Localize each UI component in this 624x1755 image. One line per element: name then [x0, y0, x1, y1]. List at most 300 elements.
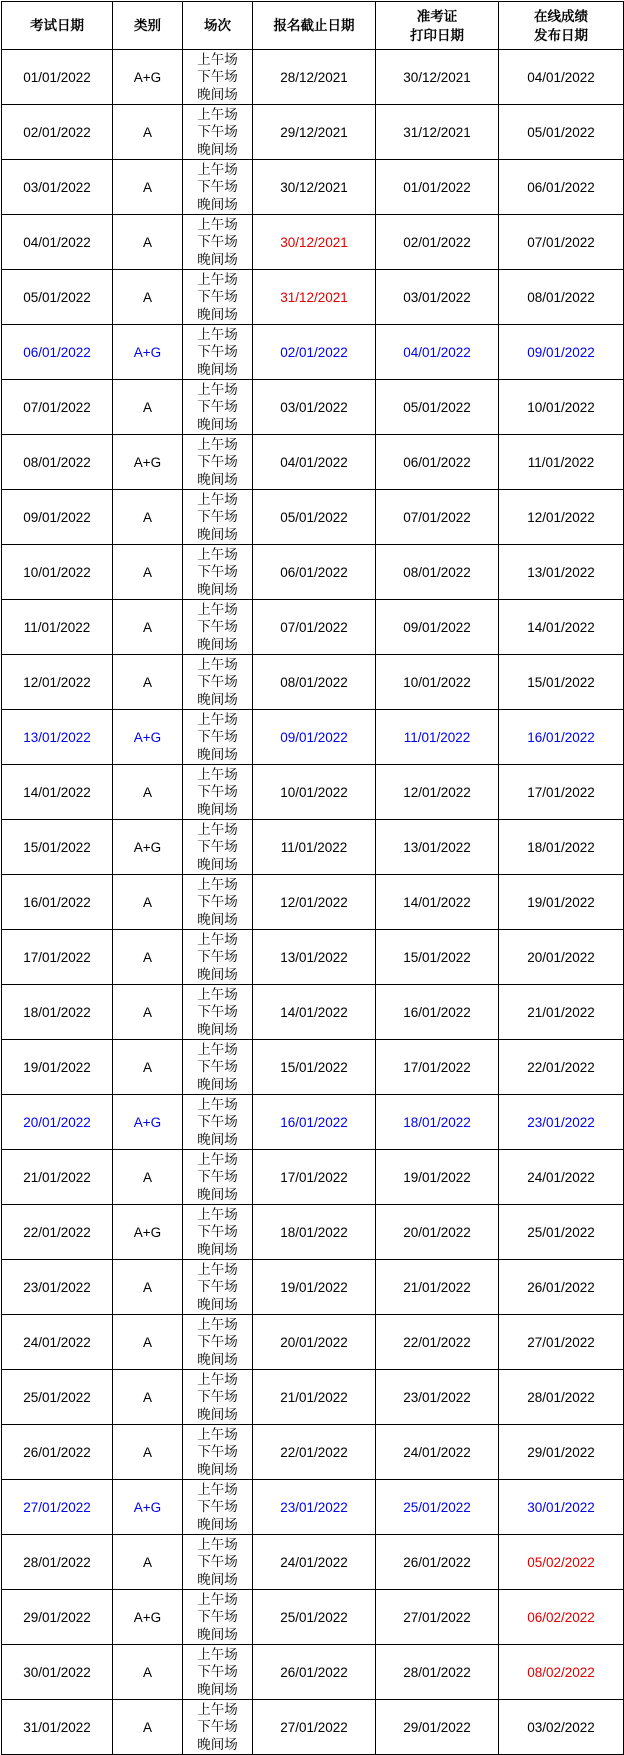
- session-label: 下午场: [197, 1279, 238, 1295]
- results-date-cell: 27/01/2022: [499, 1315, 624, 1370]
- session-label: 上午场: [197, 1261, 238, 1277]
- header-results-label-line1: 在线成绩: [534, 8, 588, 24]
- admit-card-date-cell: 27/01/2022: [376, 1590, 499, 1645]
- results-date-cell: 26/01/2022: [499, 1260, 624, 1315]
- category-cell: A+G: [113, 50, 183, 105]
- header-results-date: [499, 2, 624, 50]
- session-label: 上午场: [197, 821, 238, 837]
- table-row: [2, 1040, 624, 1095]
- session-label: 晚间场: [197, 1626, 238, 1642]
- deadline-cell: 04/01/2022: [253, 435, 376, 490]
- session-label: 上午场: [197, 161, 238, 177]
- session-label: 上午场: [197, 1426, 238, 1442]
- session-label: 晚间场: [197, 1351, 238, 1367]
- session-label: 下午场: [197, 234, 238, 250]
- deadline-cell: 25/01/2022: [253, 1590, 376, 1645]
- session-label: 下午场: [197, 1719, 238, 1735]
- table-row: [2, 930, 624, 985]
- session-label: 晚间场: [197, 471, 238, 487]
- category-cell: A+G: [113, 435, 183, 490]
- table-row: [2, 105, 624, 160]
- results-date-cell: 13/01/2022: [499, 545, 624, 600]
- session-label: 下午场: [197, 1004, 238, 1020]
- exam-date-cell: 20/01/2022: [2, 1095, 113, 1150]
- category-cell: A+G: [113, 710, 183, 765]
- deadline-cell: 14/01/2022: [253, 985, 376, 1040]
- admit-card-date-cell: 07/01/2022: [376, 490, 499, 545]
- exam-date-cell: 13/01/2022: [2, 710, 113, 765]
- exam-date-cell: 14/01/2022: [2, 765, 113, 820]
- exam-date-cell: 05/01/2022: [2, 270, 113, 325]
- header-session: [183, 2, 253, 50]
- session-cell: [183, 105, 253, 160]
- results-date-cell: 30/01/2022: [499, 1480, 624, 1535]
- session-label: 晚间场: [197, 1406, 238, 1422]
- table-row: [2, 1370, 624, 1425]
- results-date-cell: 04/01/2022: [499, 50, 624, 105]
- session-label: 下午场: [197, 949, 238, 965]
- table-row: [2, 490, 624, 545]
- table-row: [2, 710, 624, 765]
- session-label: 下午场: [197, 729, 238, 745]
- session-label: 上午场: [197, 1151, 238, 1167]
- exam-date-cell: 27/01/2022: [2, 1480, 113, 1535]
- exam-date-cell: 17/01/2022: [2, 930, 113, 985]
- session-label: 晚间场: [197, 1571, 238, 1587]
- session-cell: [183, 1205, 253, 1260]
- admit-card-date-cell: 19/01/2022: [376, 1150, 499, 1205]
- category-cell: A: [113, 1700, 183, 1755]
- session-label: 下午场: [197, 179, 238, 195]
- table-row: [2, 1535, 624, 1590]
- results-date-cell: 15/01/2022: [499, 655, 624, 710]
- session-cell: [183, 270, 253, 325]
- exam-date-cell: 24/01/2022: [2, 1315, 113, 1370]
- table-row: [2, 1645, 624, 1700]
- table-row: [2, 435, 624, 490]
- category-cell: A: [113, 600, 183, 655]
- session-label: 下午场: [197, 1059, 238, 1075]
- admit-card-date-cell: 29/01/2022: [376, 1700, 499, 1755]
- session-cell: [183, 1315, 253, 1370]
- session-label: 下午场: [197, 619, 238, 635]
- category-cell: A: [113, 160, 183, 215]
- deadline-cell: 29/12/2021: [253, 105, 376, 160]
- admit-card-date-cell: 28/01/2022: [376, 1645, 499, 1700]
- category-cell: A: [113, 1315, 183, 1370]
- session-label: 晚间场: [197, 416, 238, 432]
- results-date-cell: 11/01/2022: [499, 435, 624, 490]
- session-label: 下午场: [197, 1554, 238, 1570]
- exam-date-cell: 02/01/2022: [2, 105, 113, 160]
- results-date-cell: 03/02/2022: [499, 1700, 624, 1755]
- exam-date-cell: 01/01/2022: [2, 50, 113, 105]
- exam-date-cell: 10/01/2022: [2, 545, 113, 600]
- table-row: [2, 1205, 624, 1260]
- session-label: 晚间场: [197, 361, 238, 377]
- session-label: 下午场: [197, 784, 238, 800]
- session-cell: [183, 380, 253, 435]
- session-cell: [183, 1535, 253, 1590]
- results-date-cell: 20/01/2022: [499, 930, 624, 985]
- session-label: 下午场: [197, 564, 238, 580]
- session-cell: [183, 435, 253, 490]
- schedule-body: [2, 50, 624, 1755]
- session-label: 晚间场: [197, 1131, 238, 1147]
- header-category-label: 类别: [134, 18, 161, 33]
- exam-date-cell: 16/01/2022: [2, 875, 113, 930]
- session-label: 上午场: [197, 271, 238, 287]
- session-label: 下午场: [197, 69, 238, 85]
- session-label: 下午场: [197, 399, 238, 415]
- session-label: 上午场: [197, 601, 238, 617]
- session-cell: [183, 985, 253, 1040]
- admit-card-date-cell: 06/01/2022: [376, 435, 499, 490]
- results-date-cell: 28/01/2022: [499, 1370, 624, 1425]
- exam-schedule-table: [1, 1, 624, 1755]
- deadline-cell: 13/01/2022: [253, 930, 376, 985]
- admit-card-date-cell: 08/01/2022: [376, 545, 499, 600]
- category-cell: A: [113, 1645, 183, 1700]
- session-label: 上午场: [197, 1206, 238, 1222]
- session-cell: [183, 930, 253, 985]
- table-row: [2, 50, 624, 105]
- admit-card-date-cell: 13/01/2022: [376, 820, 499, 875]
- table-row: [2, 1150, 624, 1205]
- session-label: 上午场: [197, 1316, 238, 1332]
- session-label: 上午场: [197, 51, 238, 67]
- exam-date-cell: 21/01/2022: [2, 1150, 113, 1205]
- session-label: 上午场: [197, 491, 238, 507]
- deadline-cell: 11/01/2022: [253, 820, 376, 875]
- deadline-cell: 28/12/2021: [253, 50, 376, 105]
- deadline-cell: 30/12/2021: [253, 160, 376, 215]
- table-row: [2, 325, 624, 380]
- session-label: 下午场: [197, 1224, 238, 1240]
- table-row: [2, 215, 624, 270]
- session-label: 下午场: [197, 1609, 238, 1625]
- session-label: 下午场: [197, 894, 238, 910]
- results-date-cell: 25/01/2022: [499, 1205, 624, 1260]
- session-label: 晚间场: [197, 196, 238, 212]
- session-label: 上午场: [197, 1591, 238, 1607]
- results-date-cell: 21/01/2022: [499, 985, 624, 1040]
- session-cell: [183, 765, 253, 820]
- table-row: [2, 380, 624, 435]
- category-cell: A+G: [113, 1480, 183, 1535]
- category-cell: A: [113, 1260, 183, 1315]
- category-cell: A+G: [113, 1590, 183, 1645]
- exam-date-cell: 04/01/2022: [2, 215, 113, 270]
- exam-date-cell: 15/01/2022: [2, 820, 113, 875]
- header-admit-card-label-line1: 准考证: [416, 8, 458, 24]
- session-label: 晚间场: [197, 746, 238, 762]
- exam-date-cell: 12/01/2022: [2, 655, 113, 710]
- session-label: 下午场: [197, 1389, 238, 1405]
- deadline-cell: 16/01/2022: [253, 1095, 376, 1150]
- session-label: 上午场: [197, 436, 238, 452]
- session-label: 上午场: [197, 656, 238, 672]
- session-cell: [183, 1425, 253, 1480]
- category-cell: A: [113, 655, 183, 710]
- deadline-cell: 20/01/2022: [253, 1315, 376, 1370]
- admit-card-date-cell: 26/01/2022: [376, 1535, 499, 1590]
- results-date-cell: 16/01/2022: [499, 710, 624, 765]
- session-label: 上午场: [197, 546, 238, 562]
- exam-date-cell: 30/01/2022: [2, 1645, 113, 1700]
- admit-card-date-cell: 17/01/2022: [376, 1040, 499, 1095]
- deadline-cell: 26/01/2022: [253, 1645, 376, 1700]
- header-row: [2, 2, 624, 50]
- exam-date-cell: 31/01/2022: [2, 1700, 113, 1755]
- session-label: 下午场: [197, 1499, 238, 1515]
- session-label: 晚间场: [197, 856, 238, 872]
- category-cell: A: [113, 105, 183, 160]
- deadline-cell: 10/01/2022: [253, 765, 376, 820]
- header-session-label: 场次: [204, 18, 231, 33]
- table-row: [2, 1480, 624, 1535]
- session-label: 下午场: [197, 1334, 238, 1350]
- session-label: 下午场: [197, 344, 238, 360]
- session-label: 上午场: [197, 216, 238, 232]
- session-label: 上午场: [197, 381, 238, 397]
- deadline-cell: 24/01/2022: [253, 1535, 376, 1590]
- category-cell: A: [113, 875, 183, 930]
- results-date-cell: 22/01/2022: [499, 1040, 624, 1095]
- admit-card-date-cell: 24/01/2022: [376, 1425, 499, 1480]
- session-label: 晚间场: [197, 141, 238, 157]
- deadline-cell: 23/01/2022: [253, 1480, 376, 1535]
- exam-date-cell: 09/01/2022: [2, 490, 113, 545]
- session-cell: [183, 600, 253, 655]
- category-cell: A: [113, 930, 183, 985]
- session-label: 上午场: [197, 931, 238, 947]
- session-label: 晚间场: [197, 1461, 238, 1477]
- results-date-cell: 24/01/2022: [499, 1150, 624, 1205]
- results-date-cell: 12/01/2022: [499, 490, 624, 545]
- session-label: 下午场: [197, 1444, 238, 1460]
- deadline-cell: 02/01/2022: [253, 325, 376, 380]
- session-cell: [183, 160, 253, 215]
- deadline-cell: 08/01/2022: [253, 655, 376, 710]
- exam-date-cell: 29/01/2022: [2, 1590, 113, 1645]
- session-cell: [183, 1590, 253, 1645]
- table-row: [2, 820, 624, 875]
- category-cell: A: [113, 985, 183, 1040]
- session-label: 上午场: [197, 1646, 238, 1662]
- admit-card-date-cell: 30/12/2021: [376, 50, 499, 105]
- exam-date-cell: 03/01/2022: [2, 160, 113, 215]
- category-cell: A: [113, 545, 183, 600]
- results-date-cell: 09/01/2022: [499, 325, 624, 380]
- admit-card-date-cell: 14/01/2022: [376, 875, 499, 930]
- admit-card-date-cell: 21/01/2022: [376, 1260, 499, 1315]
- exam-date-cell: 07/01/2022: [2, 380, 113, 435]
- results-date-cell: 23/01/2022: [499, 1095, 624, 1150]
- session-label: 晚间场: [197, 1241, 238, 1257]
- exam-date-cell: 06/01/2022: [2, 325, 113, 380]
- header-registration-deadline-label: 报名截止日期: [273, 18, 355, 33]
- table-row: [2, 600, 624, 655]
- admit-card-date-cell: 09/01/2022: [376, 600, 499, 655]
- header-admit-card-label-line2: 打印日期: [410, 27, 464, 43]
- session-label: 晚间场: [197, 1296, 238, 1312]
- deadline-cell: 15/01/2022: [253, 1040, 376, 1095]
- session-label: 晚间场: [197, 966, 238, 982]
- session-cell: [183, 875, 253, 930]
- category-cell: A+G: [113, 1205, 183, 1260]
- table-row: [2, 1590, 624, 1645]
- header-registration-deadline: [253, 2, 376, 50]
- results-date-cell: 06/01/2022: [499, 160, 624, 215]
- session-label: 晚间场: [197, 581, 238, 597]
- session-label: 下午场: [197, 1114, 238, 1130]
- category-cell: A: [113, 1370, 183, 1425]
- session-cell: [183, 1095, 253, 1150]
- admit-card-date-cell: 20/01/2022: [376, 1205, 499, 1260]
- category-cell: A: [113, 1040, 183, 1095]
- header-exam-date: [2, 2, 113, 50]
- header-category: [113, 2, 183, 50]
- session-label: 下午场: [197, 509, 238, 525]
- exam-date-cell: 22/01/2022: [2, 1205, 113, 1260]
- category-cell: A: [113, 765, 183, 820]
- session-label: 晚间场: [197, 1021, 238, 1037]
- admit-card-date-cell: 05/01/2022: [376, 380, 499, 435]
- session-cell: [183, 820, 253, 875]
- session-label: 晚间场: [197, 911, 238, 927]
- deadline-cell: 12/01/2022: [253, 875, 376, 930]
- session-cell: [183, 50, 253, 105]
- session-cell: [183, 1480, 253, 1535]
- deadline-cell: 05/01/2022: [253, 490, 376, 545]
- results-date-cell: 17/01/2022: [499, 765, 624, 820]
- session-cell: [183, 490, 253, 545]
- results-date-cell: 19/01/2022: [499, 875, 624, 930]
- table-row: [2, 985, 624, 1040]
- admit-card-date-cell: 22/01/2022: [376, 1315, 499, 1370]
- deadline-cell: 22/01/2022: [253, 1425, 376, 1480]
- session-label: 上午场: [197, 766, 238, 782]
- exam-date-cell: 19/01/2022: [2, 1040, 113, 1095]
- results-date-cell: 08/01/2022: [499, 270, 624, 325]
- results-date-cell: 06/02/2022: [499, 1590, 624, 1645]
- table-row: [2, 545, 624, 600]
- results-date-cell: 08/02/2022: [499, 1645, 624, 1700]
- results-date-cell: 14/01/2022: [499, 600, 624, 655]
- header-results-label-line2: 发布日期: [534, 27, 588, 43]
- deadline-cell: 17/01/2022: [253, 1150, 376, 1205]
- session-cell: [183, 655, 253, 710]
- results-date-cell: 07/01/2022: [499, 215, 624, 270]
- admit-card-date-cell: 10/01/2022: [376, 655, 499, 710]
- session-cell: [183, 325, 253, 380]
- session-cell: [183, 710, 253, 765]
- results-date-cell: 18/01/2022: [499, 820, 624, 875]
- session-label: 下午场: [197, 1664, 238, 1680]
- session-label: 晚间场: [197, 1681, 238, 1697]
- session-cell: [183, 545, 253, 600]
- deadline-cell: 18/01/2022: [253, 1205, 376, 1260]
- session-cell: [183, 1700, 253, 1755]
- exam-date-cell: 23/01/2022: [2, 1260, 113, 1315]
- session-label: 晚间场: [197, 636, 238, 652]
- session-cell: [183, 1645, 253, 1700]
- deadline-cell: 31/12/2021: [253, 270, 376, 325]
- session-cell: [183, 1260, 253, 1315]
- deadline-cell: 21/01/2022: [253, 1370, 376, 1425]
- session-label: 上午场: [197, 876, 238, 892]
- results-date-cell: 10/01/2022: [499, 380, 624, 435]
- results-date-cell: 05/01/2022: [499, 105, 624, 160]
- category-cell: A: [113, 490, 183, 545]
- session-label: 下午场: [197, 1169, 238, 1185]
- session-cell: [183, 1150, 253, 1205]
- exam-date-cell: 25/01/2022: [2, 1370, 113, 1425]
- category-cell: A+G: [113, 1095, 183, 1150]
- admit-card-date-cell: 25/01/2022: [376, 1480, 499, 1535]
- admit-card-date-cell: 01/01/2022: [376, 160, 499, 215]
- category-cell: A+G: [113, 820, 183, 875]
- table-row: [2, 1260, 624, 1315]
- session-label: 上午场: [197, 1096, 238, 1112]
- admit-card-date-cell: 04/01/2022: [376, 325, 499, 380]
- table-row: [2, 160, 624, 215]
- deadline-cell: 19/01/2022: [253, 1260, 376, 1315]
- session-label: 晚间场: [197, 251, 238, 267]
- session-label: 晚间场: [197, 306, 238, 322]
- session-label: 晚间场: [197, 801, 238, 817]
- deadline-cell: 27/01/2022: [253, 1700, 376, 1755]
- table-row: [2, 270, 624, 325]
- category-cell: A: [113, 1425, 183, 1480]
- exam-date-cell: 18/01/2022: [2, 985, 113, 1040]
- session-label: 上午场: [197, 1041, 238, 1057]
- session-cell: [183, 1040, 253, 1095]
- results-date-cell: 05/02/2022: [499, 1535, 624, 1590]
- admit-card-date-cell: 11/01/2022: [376, 710, 499, 765]
- admit-card-date-cell: 02/01/2022: [376, 215, 499, 270]
- admit-card-date-cell: 18/01/2022: [376, 1095, 499, 1150]
- session-label: 上午场: [197, 711, 238, 727]
- admit-card-date-cell: 31/12/2021: [376, 105, 499, 160]
- session-label: 上午场: [197, 106, 238, 122]
- category-cell: A: [113, 1150, 183, 1205]
- session-label: 晚间场: [197, 1186, 238, 1202]
- table-row: [2, 1095, 624, 1150]
- session-label: 晚间场: [197, 86, 238, 102]
- session-label: 晚间场: [197, 526, 238, 542]
- session-label: 上午场: [197, 1701, 238, 1717]
- table-row: [2, 1425, 624, 1480]
- session-label: 晚间场: [197, 1516, 238, 1532]
- results-date-cell: 29/01/2022: [499, 1425, 624, 1480]
- session-label: 下午场: [197, 839, 238, 855]
- header-admit-card-date: [376, 2, 499, 50]
- category-cell: A: [113, 380, 183, 435]
- session-label: 下午场: [197, 674, 238, 690]
- table-row: [2, 1315, 624, 1370]
- session-label: 晚间场: [197, 1736, 238, 1752]
- session-cell: [183, 1370, 253, 1425]
- session-label: 下午场: [197, 289, 238, 305]
- deadline-cell: 06/01/2022: [253, 545, 376, 600]
- exam-date-cell: 08/01/2022: [2, 435, 113, 490]
- header-exam-date-label: 考试日期: [30, 18, 84, 33]
- category-cell: A: [113, 215, 183, 270]
- session-label: 下午场: [197, 124, 238, 140]
- exam-date-cell: 26/01/2022: [2, 1425, 113, 1480]
